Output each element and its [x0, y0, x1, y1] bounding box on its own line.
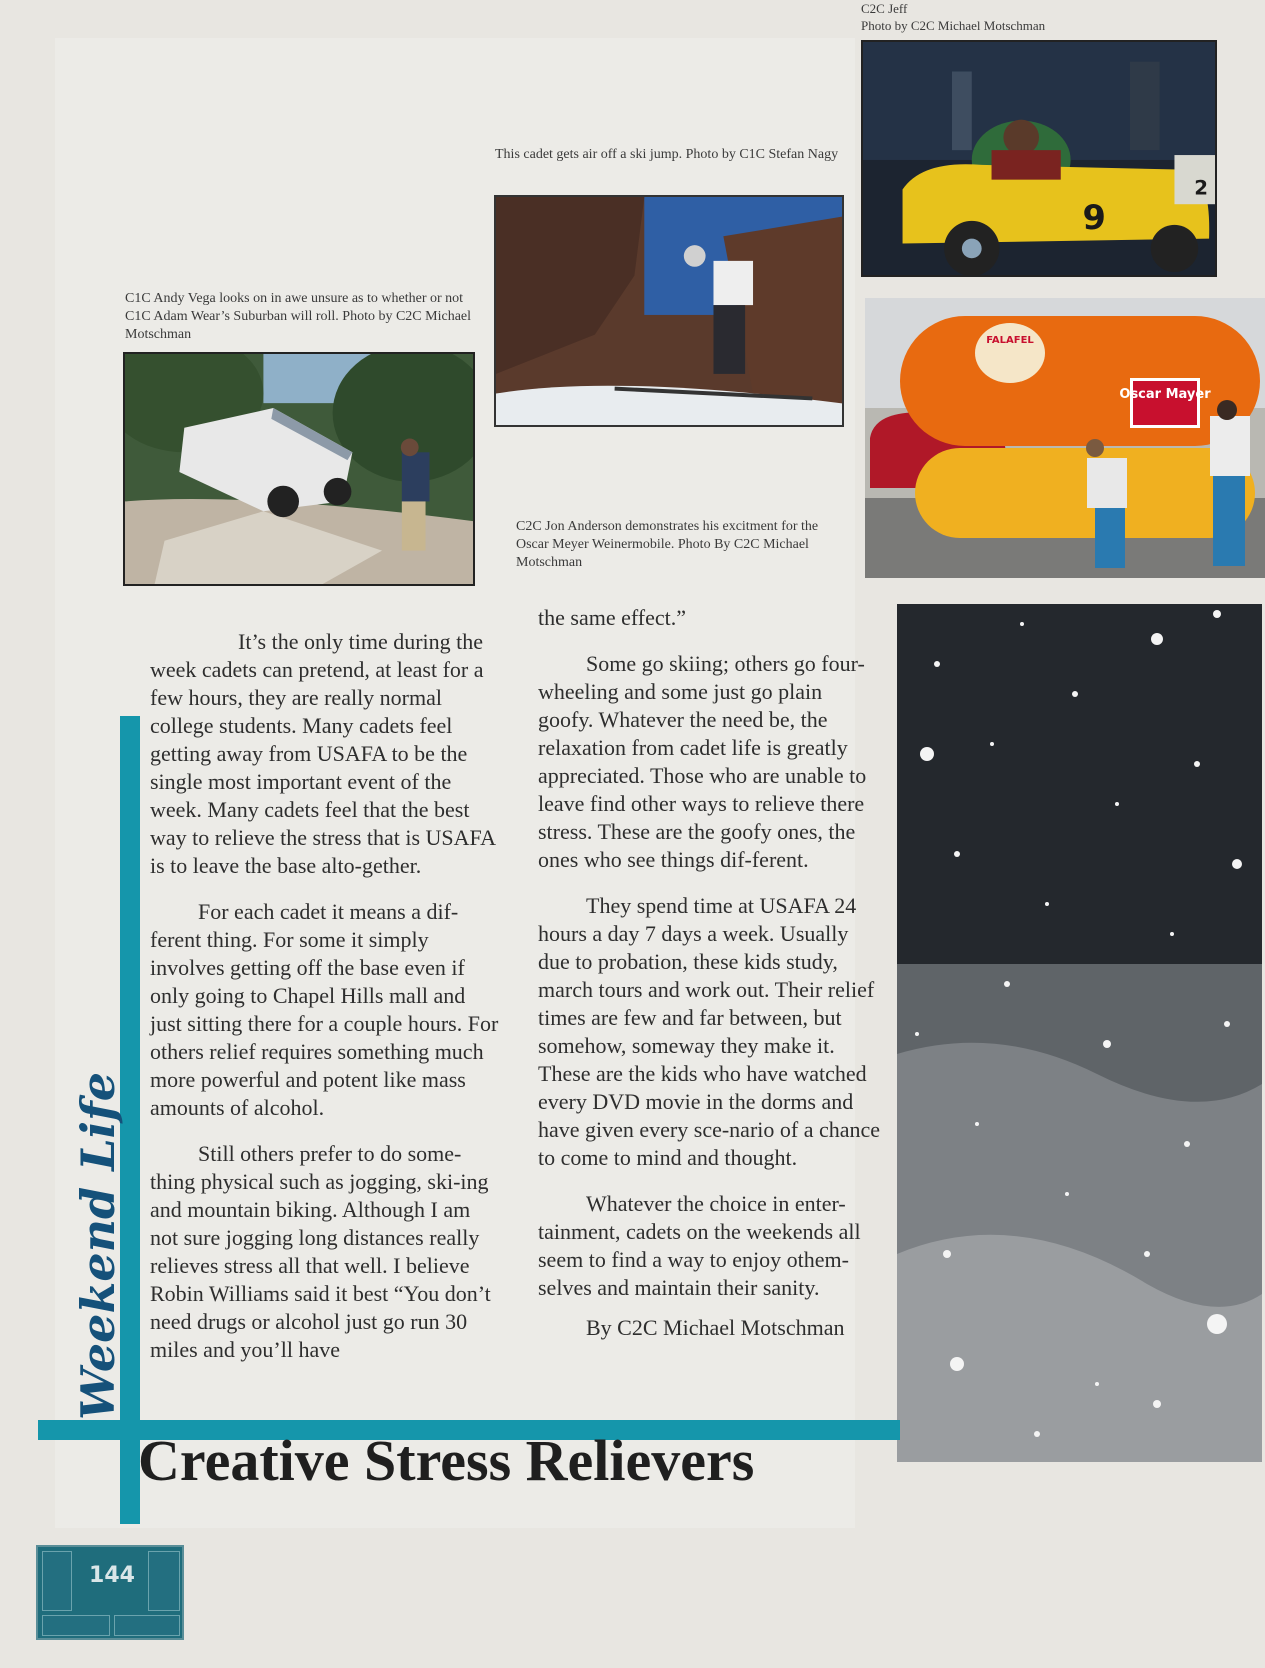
kart-number: 9	[1082, 197, 1106, 237]
article-paragraph: Still others prefer to do some-thing physical such as jogging, ski-ing and mountain biking. Although I am not sure jogging long distances really relieves stress all that well. I believe Robin Williams said it best “You don’t need drugs or alcohol just go run 30 miles and you’ll have	[150, 1141, 491, 1362]
caption-go-kart: C2C Jeff Photo by C2C Michael Motschman	[861, 1, 1046, 33]
article-column-2	[538, 604, 883, 1362]
suburban-image	[125, 354, 473, 584]
article-paragraph: It’s the only time during the week cadets can pretend, at least for a few hours, they are really normal college students. Many cadets feel getting away from USAFA to be the single most important event of the week. Many cadets feel that the best way to relieve the stress that is USAFA is to leave the base alto-gether.	[150, 629, 495, 878]
photo-snow	[897, 604, 1262, 1462]
weinermobile-image	[865, 298, 1265, 578]
caption-weinermobile: C2C Jon Anderson demonstrates his excitment for the Oscar Meyer Weinermobile. Photo By C2C Michael Motschman	[516, 519, 819, 570]
article-paragraph: They spend time at USAFA 24 hours a day 7 days a week. Usually due to probation, these kids study, march tours and work out. Their relief times are few and far between, but somehow, someway they make it. These are the kids who have watched every DVD movie in the dorms and have given every sce-nario of a chance to come to mind and thought.	[538, 893, 881, 1170]
photo-suburban	[123, 352, 475, 586]
oscar-mayer-logo: Oscar Mayer	[1119, 387, 1211, 402]
snow-night-image	[897, 604, 1262, 1462]
page-title: Creative Stress Relievers	[138, 1428, 755, 1493]
section-label: Weekend Life	[71, 1071, 125, 1420]
kart-number-2: 2	[1194, 176, 1208, 200]
page-number: 144	[89, 1563, 135, 1588]
page-number-cell	[114, 1615, 180, 1636]
photo-ski-jump	[494, 195, 844, 427]
article-byline: By C2C Michael Motschman	[586, 1315, 845, 1340]
article-paragraph: Some go skiing; others go four-wheeling and some just go plain goofy. Whatever the need be, the relaxation from cadet life is greatly appreciated. Those who are unable to leave find other ways to relieve there stress. These are the goofy ones, the ones who see things dif-ferent.	[538, 651, 867, 872]
page-number-cell	[42, 1615, 110, 1636]
caption-ski-jump: This cadet gets air off a ski jump. Photo by C1C Stefan Nagy	[495, 147, 839, 162]
photo-weinermobile	[865, 298, 1265, 578]
falafel-logo: FALAFEL	[986, 335, 1034, 346]
caption-suburban: C1C Andy Vega looks on in awe unsure as to whether or not C1C Adam Wear’s Suburban will roll. Photo by C2C Michael Motschman	[125, 291, 472, 342]
article-column-1	[150, 628, 500, 1384]
article-paragraph-continued: the same effect.”	[538, 605, 687, 630]
photo-go-kart	[861, 40, 1217, 277]
page-number-box	[36, 1545, 184, 1640]
article-paragraph: Whatever the choice in enter-tainment, cadets on the weekends all seem to find a way to enjoy othem-selves and maintain their sanity.	[538, 1191, 861, 1300]
ski-jump-image	[496, 197, 842, 425]
go-kart-image	[863, 42, 1215, 275]
article-paragraph: For each cadet it means a dif-ferent thing. For some it simply involves getting off the base even if only going to Chapel Hills mall and just sitting there for a couple hours. For others relief requires something much more powerful and potent like mass amounts of alcohol.	[150, 899, 499, 1120]
